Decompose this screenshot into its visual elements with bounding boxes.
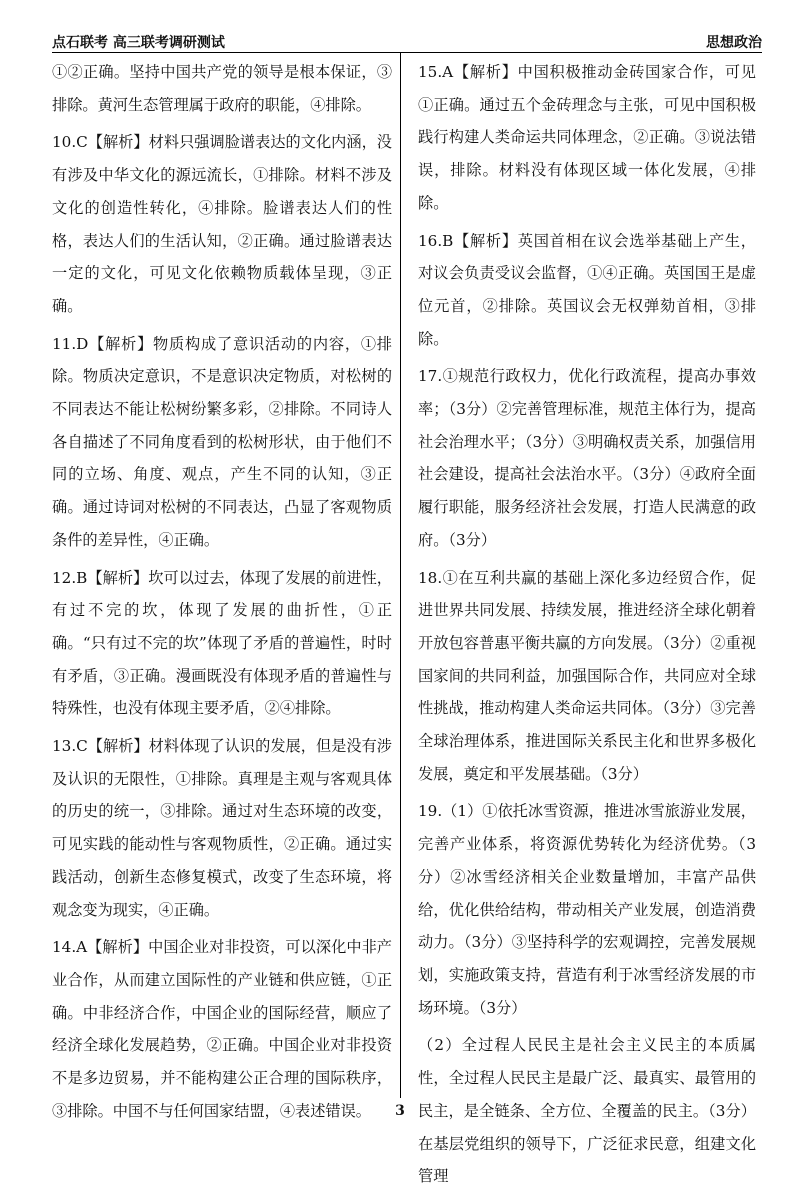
exam-title: 点石联考 高三联考调研测试 bbox=[52, 35, 225, 51]
left-column bbox=[52, 56, 392, 1133]
subject-title: 思想政治 bbox=[706, 35, 762, 51]
answer-paragraph: 17.①规范行政权力，优化行政流程，提高办事效率；（3分）②完善管理标准，规范主体行为，提高社会治理水平；（3分）③明确权责关系，加强信用社会建设，提高社会法治水平。（3分）④政府全面履行职能，服务经济社会发展，打造人民满意的政府。（3分） bbox=[418, 367, 756, 549]
answer-paragraph: 16.B【解析】英国首相在议会选举基础上产生，对议会负责受议会监督，①④正确。英国国王是虚位元首，②排除。英国议会无权弹劾首相，③排除。 bbox=[418, 231, 756, 348]
answer-paragraph: 11.D【解析】物质构成了意识活动的内容，①排除。物质决定意识，不是意识决定物质，对松树的不同表达不能让松树纷繁多彩，②排除。不同诗人各自描述了不同角度看到的松树形状，由于他们不同的立场、角度、观点，产生不同的认知，③正确。通过诗词对松树的不同表达，凸显了客观物质条件的差异性，④正确。 bbox=[52, 334, 392, 549]
column-divider bbox=[400, 53, 401, 1098]
page-header bbox=[52, 30, 762, 52]
page-number: 3 bbox=[395, 1103, 405, 1119]
header-rule bbox=[52, 52, 762, 53]
answer-paragraph: （2）全过程人民民主是社会主义民主的本质属性，全过程人民民主是最广泛、最真实、最管用的民主，是全链条、全方位、全覆盖的民主。（3分）在基层党组织的领导下，广泛征求民意，组建文化管理 bbox=[418, 1036, 756, 1186]
right-column bbox=[418, 56, 756, 1198]
answer-paragraph: 10.C【解析】材料只强调脸谱表达的文化内涵，没有涉及中华文化的源远流长，①排除。材料不涉及文化的创造性转化，④排除。脸谱表达人们的性格，表达人们的生活认知，②正确。通过脸谱表达一定的文化，可见文化依赖物质载体呈现，③正确。 bbox=[52, 133, 392, 315]
answer-paragraph: 19.（1）①依托冰雪资源，推进冰雪旅游业发展，完善产业体系，将资源优势转化为经济优势。（3分）②冰雪经济相关企业数量增加，丰富产品供给，优化供给结构，带动相关产业发展，创造消费动力。（3分）③坚持科学的宏观调控，完善发展规划，实施政策支持，营造有利于冰雪经济发展的市场环境。（3分） bbox=[418, 802, 756, 1017]
answer-paragraph: 12.B【解析】坎可以过去，体现了发展的前进性，有过不完的坎，体现了发展的曲折性，①正确。“只有过不完的坎”体现了矛盾的普遍性，时时有矛盾，③正确。漫画既没有体现矛盾的普遍性与特殊性，也没有体现主要矛盾，②④排除。 bbox=[52, 568, 392, 718]
answer-paragraph: ①②正确。坚持中国共产党的领导是根本保证，③排除。黄河生态管理属于政府的职能，④排除。 bbox=[52, 63, 392, 114]
answer-paragraph: 14.A【解析】中国企业对非投资，可以深化中非产业合作，从而建立国际性的产业链和供应链，①正确。中非经济合作，中国企业的国际经营，顺应了经济全球化发展趋势，②正确。中国企业对非投资不是多边贸易，并不能构建公正合理的国际秩序，③排除。中国不与任何国家结盟，④表述错误。 bbox=[52, 938, 392, 1120]
answer-paragraph: 13.C【解析】材料体现了认识的发展，但是没有涉及认识的无限性，①排除。真理是主观与客观具体的历史的统一，③排除。通过对生态环境的改变，可见实践的能动性与客观物质性，②正确。通过实践活动，创新生态修复模式，改变了生态环境，将观念变为现实，④正确。 bbox=[52, 737, 392, 919]
answer-paragraph: 15.A【解析】中国积极推动金砖国家合作，可见①正确。通过五个金砖理念与主张，可见中国积极践行构建人类命运共同体理念，②正确。③说法错误，排除。材料没有体现区域一体化发展，④排除。 bbox=[418, 63, 756, 212]
answer-paragraph: 18.①在互利共赢的基础上深化多边经贸合作，促进世界共同发展、持续发展，推进经济全球化朝着开放包容普惠平衡共赢的方向发展。（3分）②重视国家间的共同利益，加强国际合作，共同应对全球性挑战，推动构建人类命运共同体。（3分）③完善全球治理体系，推进国际关系民主化和世界多极化发展，奠定和平发展基础。（3分） bbox=[418, 568, 756, 783]
